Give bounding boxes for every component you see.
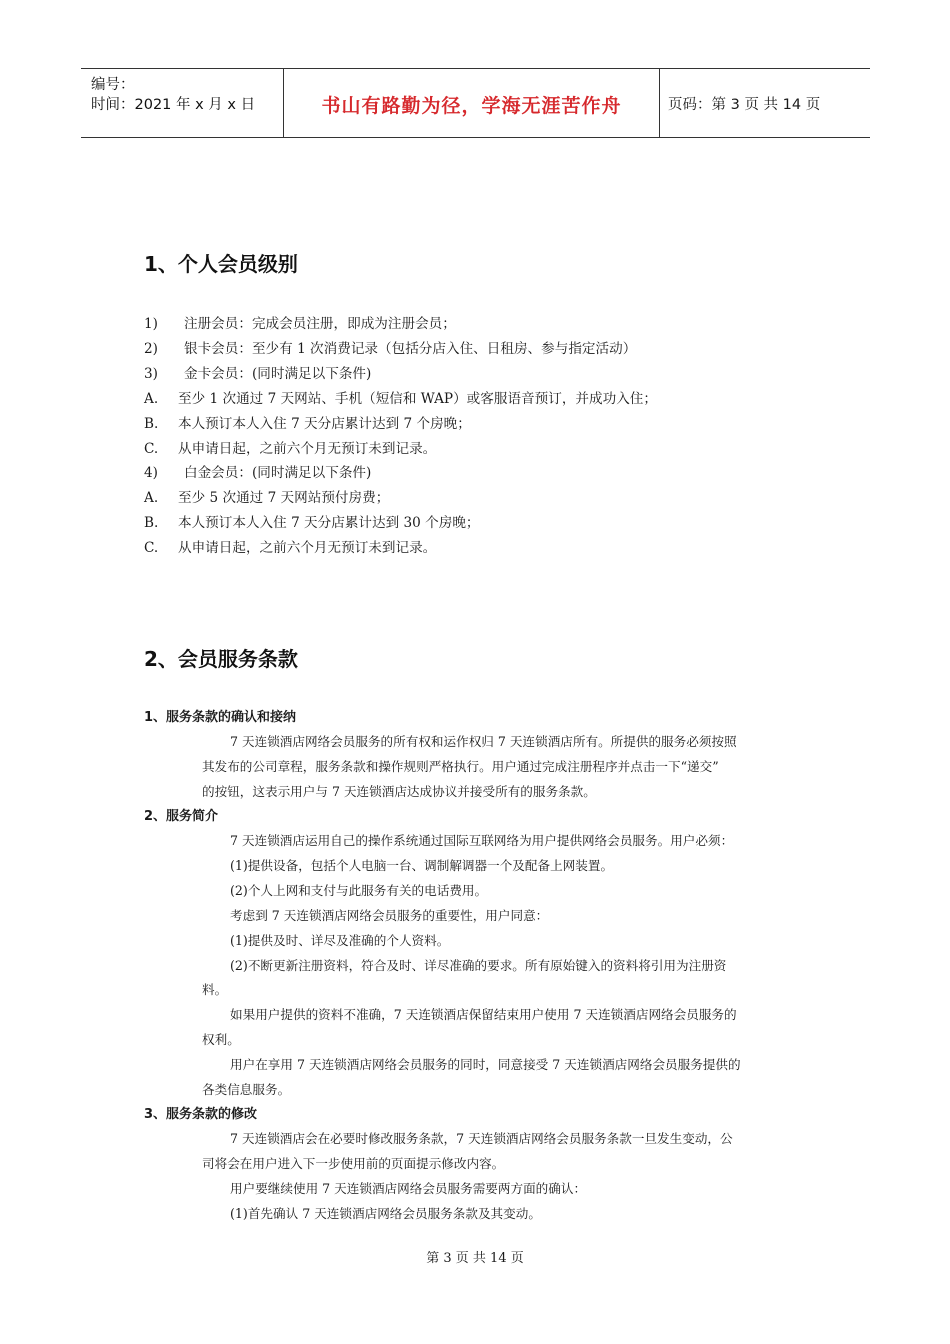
section2-title: 2、会员服务条款	[144, 647, 298, 671]
list-item: 1) 注册会员：完成会员注册，即成为注册会员；	[144, 316, 456, 332]
paragraph-line: 如果用户提供的资料不准确，7 天连锁酒店保留结束用户使用 7 天连锁酒店网络会员服务的	[230, 1007, 737, 1022]
list-item: 4) 白金会员：(同时满足以下条件)	[144, 465, 372, 481]
paragraph-line: (1)提供及时、详尽及准确的个人资料。	[230, 933, 450, 948]
header-page-cell	[660, 69, 870, 137]
paragraph-line: 7 天连锁酒店网络会员服务的所有权和运作权归 7 天连锁酒店所有。所提供的服务必须按照	[230, 734, 737, 749]
list-item: 3) 金卡会员：(同时满足以下条件)	[144, 366, 372, 382]
subsection-title: 3、服务条款的修改	[144, 1107, 258, 1122]
list-item: C. 从申请日起，之前六个月无预订未到记录。	[144, 540, 437, 556]
paragraph-line: 用户要继续使用 7 天连锁酒店网络会员服务需要两方面的确认：	[230, 1181, 587, 1196]
list-item: 2) 银卡会员：至少有 1 次消费记录（包括分店入住、日租房、参与指定活动）	[144, 341, 637, 357]
list-item: A. 至少 5 次通过 7 天网站预付房费；	[144, 490, 390, 506]
header-meta-cell	[81, 69, 284, 137]
paragraph-line: 其发布的公司章程，服务条款和操作规则严格执行。用户通过完成注册程序并点击一下“递交”	[202, 759, 719, 774]
page-footer: 第 3 页 共 14 页	[426, 1251, 524, 1266]
list-item: B. 本人预订本人入住 7 天分店累计达到 30 个房晚；	[144, 515, 480, 531]
paragraph-line: 7 天连锁酒店会在必要时修改服务条款，7 天连锁酒店网络会员服务条款一旦发生变动，公	[230, 1131, 733, 1146]
paragraph-line: 7 天连锁酒店运用自己的操作系统通过国际互联网络为用户提供网络会员服务。用户必须：	[230, 833, 734, 848]
header-motto: 书山有路勤为径，学海无涯苦作舟	[321, 95, 622, 117]
list-item: B. 本人预订本人入住 7 天分店累计达到 7 个房晚；	[144, 416, 471, 432]
doc-time-label: 时间：2021 年 x 月 x 日	[91, 97, 256, 113]
list-item: C. 从申请日起，之前六个月无预订未到记录。	[144, 441, 437, 457]
paragraph-line: 料。	[202, 982, 228, 997]
header-motto-cell	[284, 69, 660, 137]
paragraph-line: 的按钮，这表示用户与 7 天连锁酒店达成协议并接受所有的服务条款。	[202, 784, 596, 799]
paragraph-line: 考虑到 7 天连锁酒店网络会员服务的重要性，用户同意：	[230, 908, 549, 923]
list-item: A. 至少 1 次通过 7 天网站、手机（短信和 WAP）或客服语音预订，并成功入住；	[144, 391, 657, 407]
paragraph-line: (2)不断更新注册资料，符合及时、详尽准确的要求。所有原始键入的资料将引用为注册资	[230, 958, 727, 973]
doc-number-label: 编号：	[91, 77, 135, 93]
page-header	[81, 68, 870, 138]
section1-title: 1、个人会员级别	[144, 252, 298, 276]
header-page-label: 页码：第 3 页 共 14 页	[668, 97, 821, 113]
paragraph-line: (1)首先确认 7 天连锁酒店网络会员服务条款及其变动。	[230, 1206, 541, 1221]
subsection-title: 1、服务条款的确认和接纳	[144, 710, 297, 725]
paragraph-line: 各类信息服务。	[202, 1082, 291, 1097]
paragraph-line: (2)个人上网和支付与此服务有关的电话费用。	[230, 883, 488, 898]
subsection-title: 2、服务简介	[144, 809, 219, 824]
paragraph-line: 权利。	[202, 1032, 240, 1047]
paragraph-line: 用户在享用 7 天连锁酒店网络会员服务的同时，同意接受 7 天连锁酒店网络会员服务提供的	[230, 1057, 741, 1072]
paragraph-line: (1)提供设备，包括个人电脑一台、调制解调器一个及配备上网装置。	[230, 858, 614, 873]
paragraph-line: 司将会在用户进入下一步使用前的页面提示修改内容。	[202, 1156, 505, 1171]
